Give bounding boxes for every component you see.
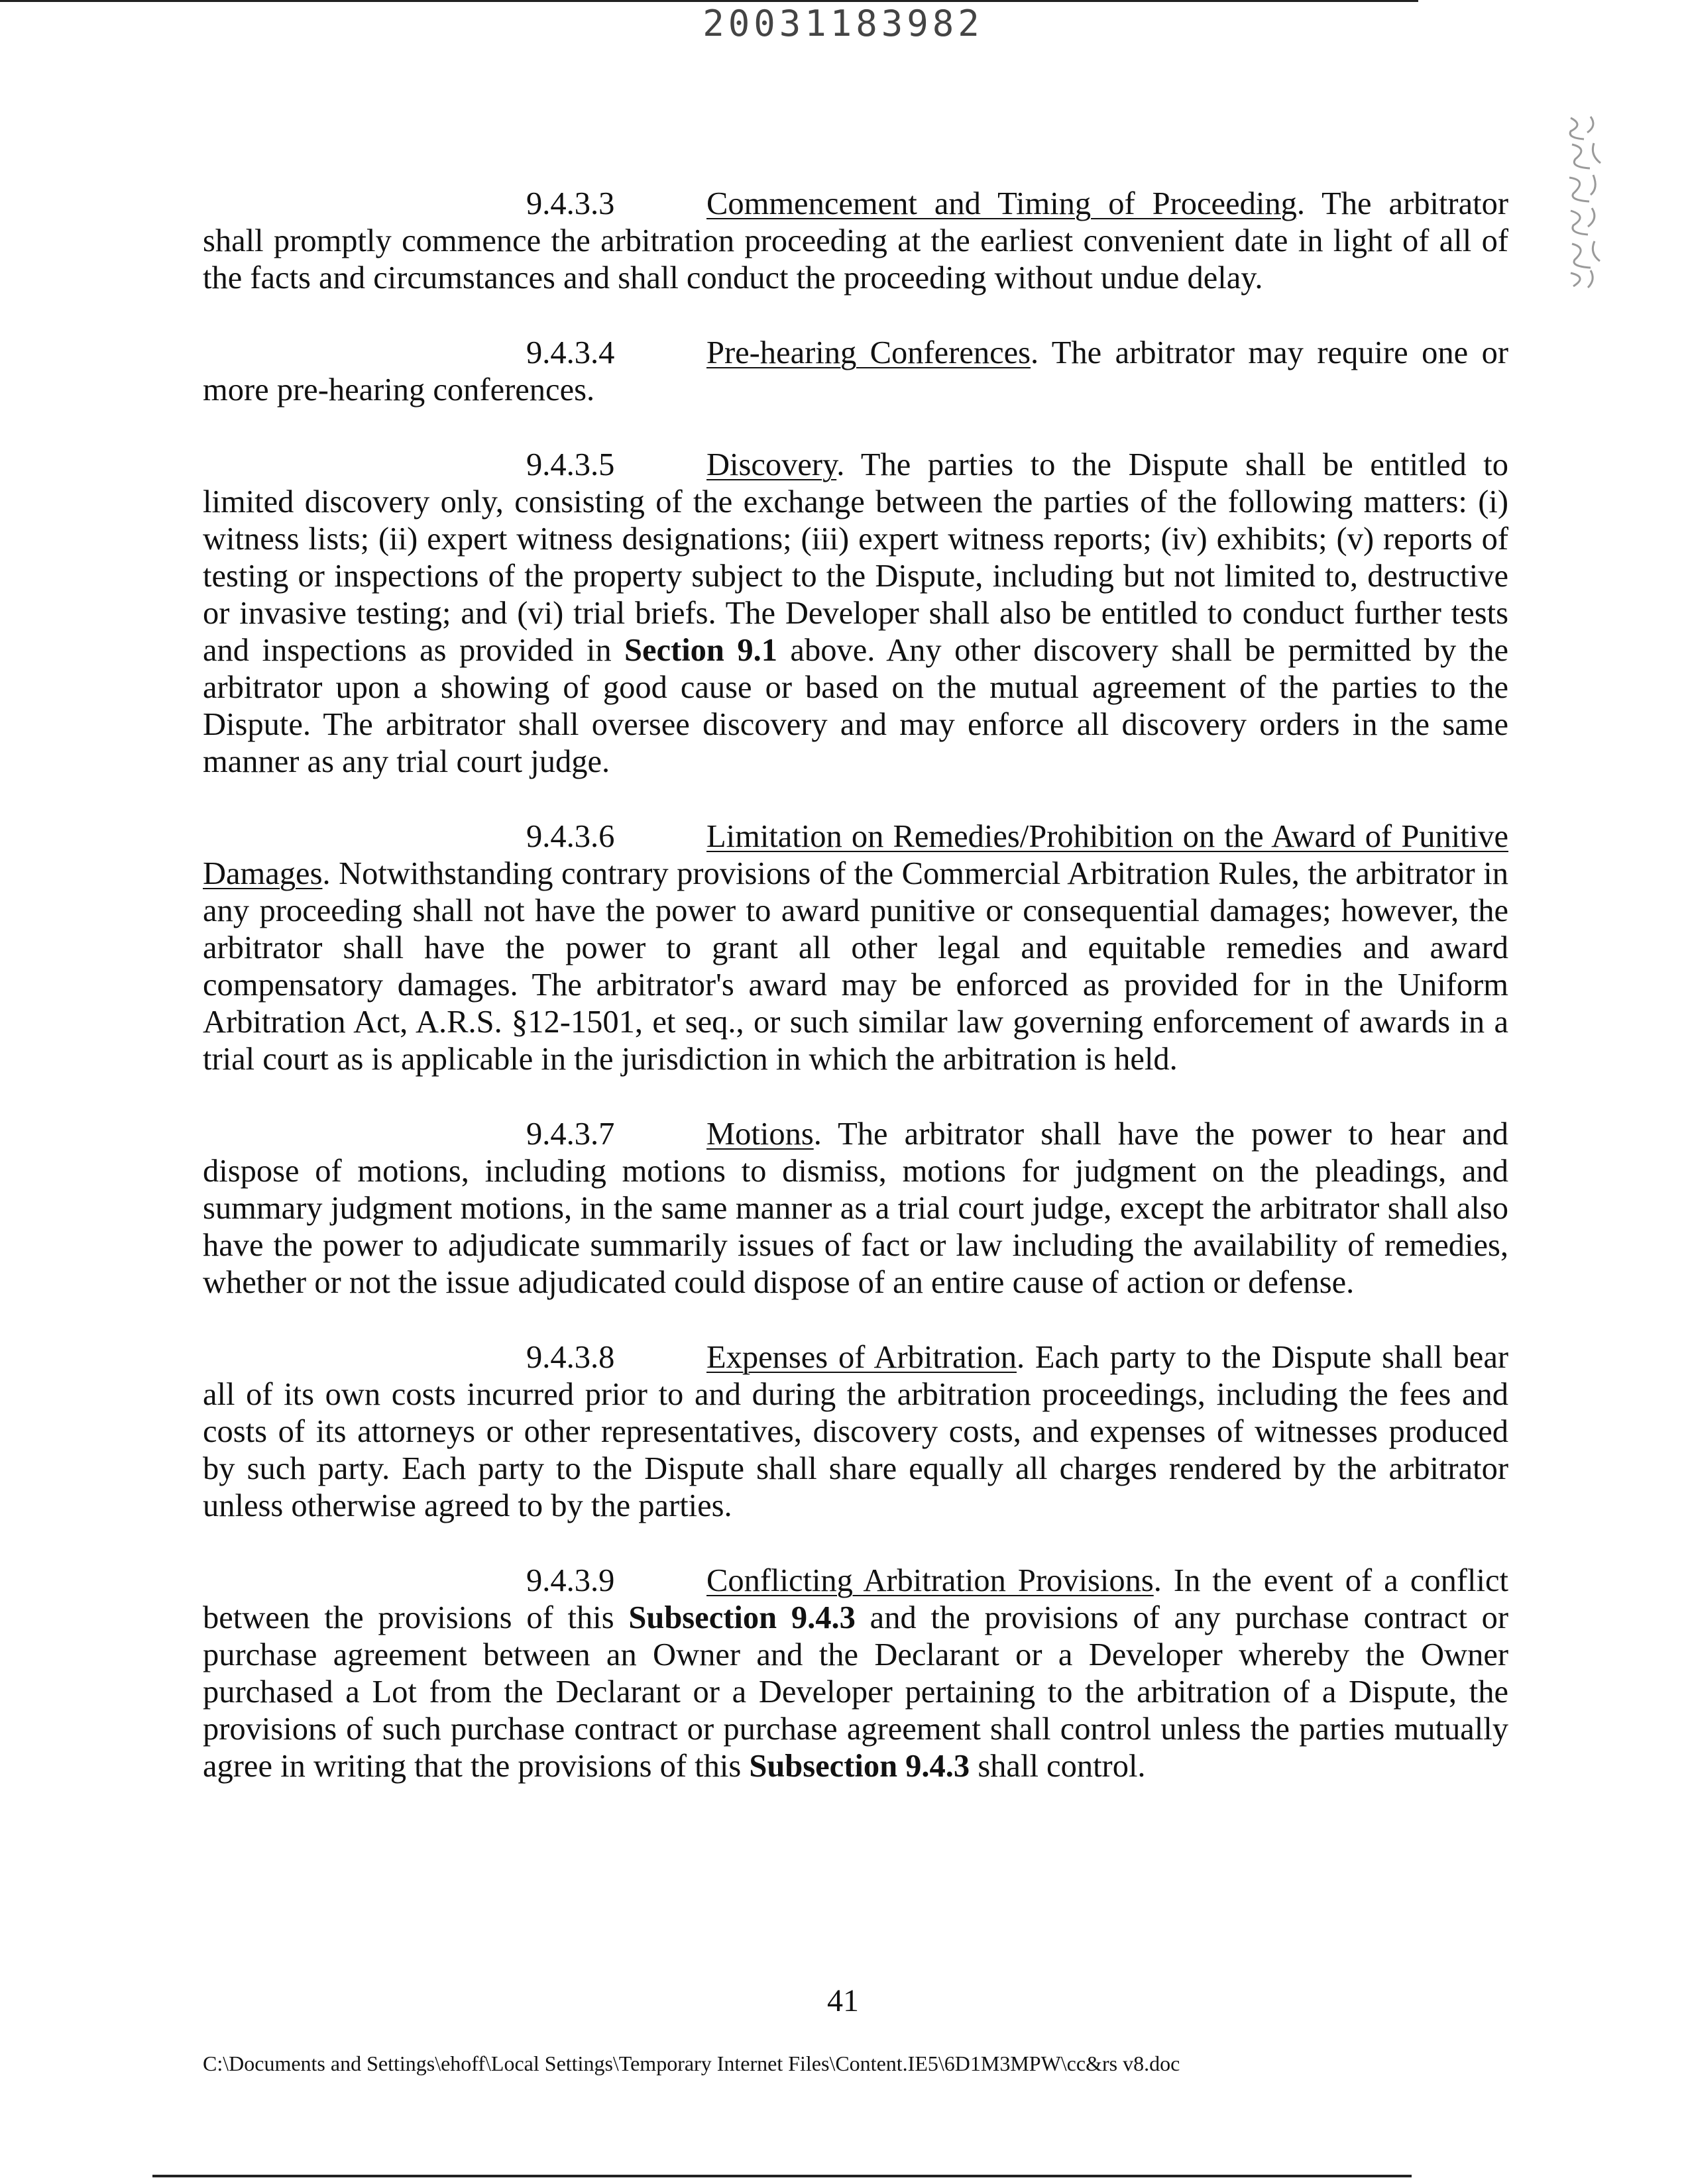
section-heading: Discovery bbox=[706, 447, 837, 482]
section-heading: Expenses of Arbitration bbox=[706, 1340, 1017, 1375]
section-number: 9.4.3.3 bbox=[526, 186, 615, 221]
section-text: . In the event of a conflict between the provisions of this bbox=[203, 1563, 1508, 1635]
section-text: . The arbitrator shall promptly commence the arbitration proceeding at the earliest convenient date in light of all of the facts and circumstances and shall conduct the proceeding without undue delay. bbox=[203, 186, 1508, 296]
document-body bbox=[203, 186, 1508, 1823]
section-text: . Notwithstanding contrary provisions of the Commercial Arbitration Rules, the arbitrator in any proceeding shall not have the power to award punitive or consequential damages; however, the arbitrator shall have the power to grant all other legal and equitable remedies and award compensatory damages. The arbitrator's award may be enforced as provided for in the Uniform Arbitration Act, A.R.S. §12-1501, et seq., or such similar law governing enforcement of awards in a trial court as is applicable in the jurisdiction in which the arbitration is held. bbox=[203, 856, 1508, 1077]
bottom-border-line bbox=[152, 2175, 1412, 2177]
section-text: above. Any other discovery shall be permitted by the arbitrator upon a showing of good cause or based on the mutual agreement of the parties to the Dispute. The arbitrator shall oversee discovery and may enforce all discovery orders in the same manner as any trial court judge. bbox=[203, 633, 1508, 779]
section-9-4-3-9 bbox=[203, 1562, 1508, 1785]
section-heading: Commencement and Timing of Proceeding bbox=[706, 186, 1297, 221]
section-text: . Each party to the Dispute shall bear all of its own costs incurred prior to and during the arbitration proceedings, including the fees and costs of its attorneys or other representatives, discovery costs, and expenses of witnesses produced by such party. Each party to the Dispute shall share equally all charges rendered by the arbitrator unless otherwise agreed to by the parties. bbox=[203, 1340, 1509, 1523]
section-number: 9.4.3.7 bbox=[526, 1117, 615, 1152]
section-heading: Motions bbox=[706, 1117, 814, 1152]
section-text: . The arbitrator may require one or more pre-hearing conferences. bbox=[203, 335, 1508, 408]
section-number: 9.4.3.4 bbox=[526, 335, 615, 370]
section-9-4-3-7 bbox=[203, 1116, 1508, 1301]
section-number: 9.4.3.8 bbox=[526, 1340, 615, 1375]
footer-file-path: C:\Documents and Settings\ehoff\Local Settings\Temporary Internet Files\Content.IE5\6D1M3MPW\cc&rs v8.doc bbox=[203, 2051, 1180, 2075]
document-number: 20031183982 bbox=[702, 3, 984, 44]
section-reference: Subsection 9.4.3 bbox=[628, 1600, 856, 1635]
section-9-4-3-6 bbox=[203, 818, 1508, 1078]
section-9-4-3-5 bbox=[203, 447, 1508, 781]
section-heading: Limitation on Remedies/Prohibition on the Award of Punitive Damages bbox=[203, 819, 1508, 891]
page-number: 41 bbox=[827, 1983, 859, 2018]
section-text: . The parties to the Dispute shall be entitled to limited discovery only, consisting of the exchange between the parties of the following matters: (i) witness lists; (ii) expert witness designations; (iii) expert witness reports; (iv) exhibits; (v) reports of testing or inspections of the property subject to the Dispute, including but not limited to, destructive or invasive testing; and (vi) trial briefs. The Developer shall also be entitled to conduct further tests and inspections as provided in bbox=[203, 447, 1508, 668]
section-9-4-3-3 bbox=[203, 186, 1508, 297]
section-heading: Conflicting Arbitration Provisions bbox=[706, 1563, 1154, 1598]
section-number: 9.4.3.6 bbox=[526, 819, 615, 854]
section-text: and the provisions of any purchase contract or purchase agreement between an Owner and the Declarant or a Developer whereby the Owner purchased a Lot from the Declarant or a Developer pertaining to the arbitration of a Dispute, the provisions of such purchase contract or purchase agreement shall control unless the parties mutually agree in writing that the provisions of this bbox=[203, 1600, 1508, 1784]
section-text: . The arbitrator shall have the power to hear and dispose of motions, including motions to dismiss, motions for judgment on the pleadings, and summary judgment motions, in the same manner as a trial court judge, except the arbitrator shall also have the power to adjudicate summarily issues of fact or law including the availability of remedies, whether or not the issue adjudicated could dispose of an entire cause of action or defense. bbox=[203, 1117, 1508, 1300]
section-number: 9.4.3.9 bbox=[526, 1563, 615, 1598]
margin-stamp-icon bbox=[1564, 111, 1610, 297]
section-9-4-3-4 bbox=[203, 335, 1508, 409]
section-reference: Section 9.1 bbox=[624, 633, 777, 668]
section-heading: Pre-hearing Conferences bbox=[706, 335, 1031, 370]
section-text: shall control. bbox=[970, 1749, 1146, 1784]
section-9-4-3-8 bbox=[203, 1339, 1508, 1525]
top-border-line bbox=[0, 0, 1418, 2]
section-reference: Subsection 9.4.3 bbox=[749, 1749, 970, 1784]
section-number: 9.4.3.5 bbox=[526, 447, 615, 482]
